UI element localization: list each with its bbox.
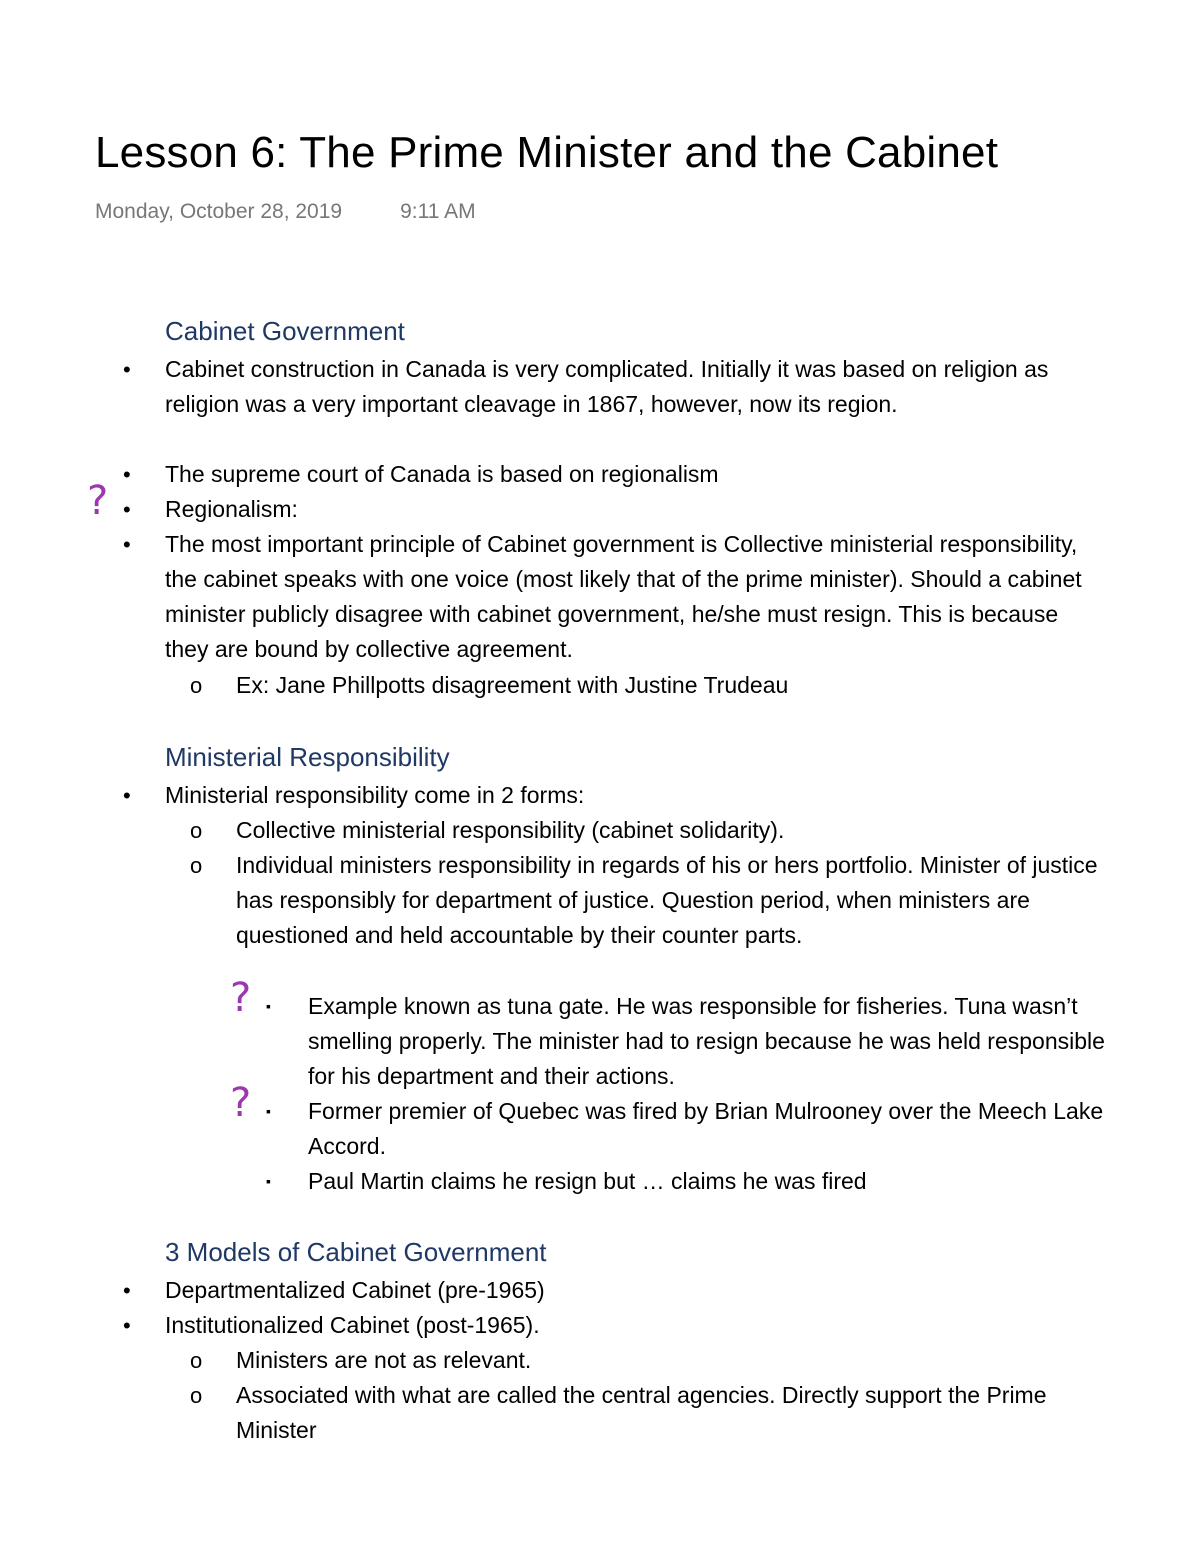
section-heading-cabinet-government: Cabinet Government (165, 316, 405, 346)
section-heading-three-models: 3 Models of Cabinet Government (165, 1237, 547, 1267)
bullet: • (123, 1313, 131, 1338)
list-item-text: Associated with what are called the central agencies. Directly support the Prime Minister (236, 1382, 1047, 1443)
bullet: • (123, 532, 131, 557)
list-item (190, 668, 1106, 703)
page-date-time (95, 200, 476, 224)
list-item-text: Cabinet construction in Canada is very complicated. Initially it was based on religion as religion was a very important cleavage in 1867, however, now its region. (165, 356, 1049, 417)
list-item-text: Regionalism: (165, 496, 298, 522)
square-bullet: ▪ (266, 1103, 271, 1119)
bullet: • (123, 783, 131, 808)
list-item-text: Institutionalized Cabinet (post-1965). (165, 1312, 540, 1338)
sub-bullet: o (190, 818, 203, 843)
list-item-text: Ministerial responsibility come in 2 forms: (165, 782, 585, 808)
list-item-text: The most important principle of Cabinet government is Collective ministerial responsibility, the cabinet speaks with one voice (most likely that of the prime minister). Should a cabinet minister publicly disagree with cabinet government, he/she must resign. This is because they are bound by collective agreement. (165, 531, 1082, 662)
list-item (123, 1308, 1105, 1343)
list-item-text: Paul Martin claims he resign but … claims he was fired (308, 1168, 867, 1194)
page-time: 9:11 AM (400, 200, 476, 223)
section-heading-ministerial-responsibility: Ministerial Responsibility (165, 742, 450, 772)
list-item (123, 1273, 1105, 1308)
list-item (123, 352, 1105, 422)
list-item (190, 848, 1106, 953)
sub-bullet: o (190, 673, 203, 698)
question-mark-icon: ? (230, 975, 252, 1021)
list-item-text: Departmentalized Cabinet (pre-1965) (165, 1277, 545, 1303)
bullet: • (123, 357, 131, 382)
list-item (87, 478, 1105, 527)
list-item-text: Individual ministers responsibility in regards of his or hers portfolio. Minister of justice has responsibly for department of justice. Question period, when ministers are questioned and held accountable by their counter parts. (236, 852, 1098, 948)
question-mark-icon: ? (87, 478, 109, 524)
bullet: • (123, 497, 131, 522)
list-item (230, 1080, 1108, 1164)
note-content (0, 316, 1200, 1443)
list-item-text: Ministers are not as relevant. (236, 1347, 532, 1373)
list-item (190, 1343, 1106, 1378)
sub-bullet: o (190, 1348, 203, 1373)
list-item-text: Former premier of Quebec was fired by Brian Mulrooney over the Meech Lake Accord. (308, 1098, 1104, 1159)
list-item (123, 778, 1105, 813)
square-bullet: ▪ (266, 998, 271, 1014)
square-bullet: ▪ (266, 1173, 271, 1189)
list-item (123, 457, 1105, 492)
list-item-text: The supreme court of Canada is based on regionalism (165, 461, 719, 487)
list-item-text: Example known as tuna gate. He was responsible for fisheries. Tuna wasn’t smelling properly. The minister had to resign because he was held responsible for his department and their actions. (308, 993, 1105, 1089)
sub-bullet: o (190, 1383, 203, 1408)
list-item (190, 813, 1106, 848)
list-item (266, 1164, 1108, 1199)
sub-bullet: o (190, 853, 203, 878)
question-mark-icon: ? (230, 1080, 252, 1126)
list-item (230, 975, 1108, 1094)
list-item (123, 527, 1105, 667)
bullet: • (123, 462, 131, 487)
page-title: Lesson 6: The Prime Minister and the Cabinet (95, 128, 999, 177)
page-date: Monday, October 28, 2019 (95, 200, 343, 223)
list-item (190, 1378, 1106, 1448)
bullet: • (123, 1278, 131, 1303)
list-item-text: Collective ministerial responsibility (cabinet solidarity). (236, 817, 785, 843)
list-item-text: Ex: Jane Phillpotts disagreement with Justine Trudeau (236, 672, 789, 698)
